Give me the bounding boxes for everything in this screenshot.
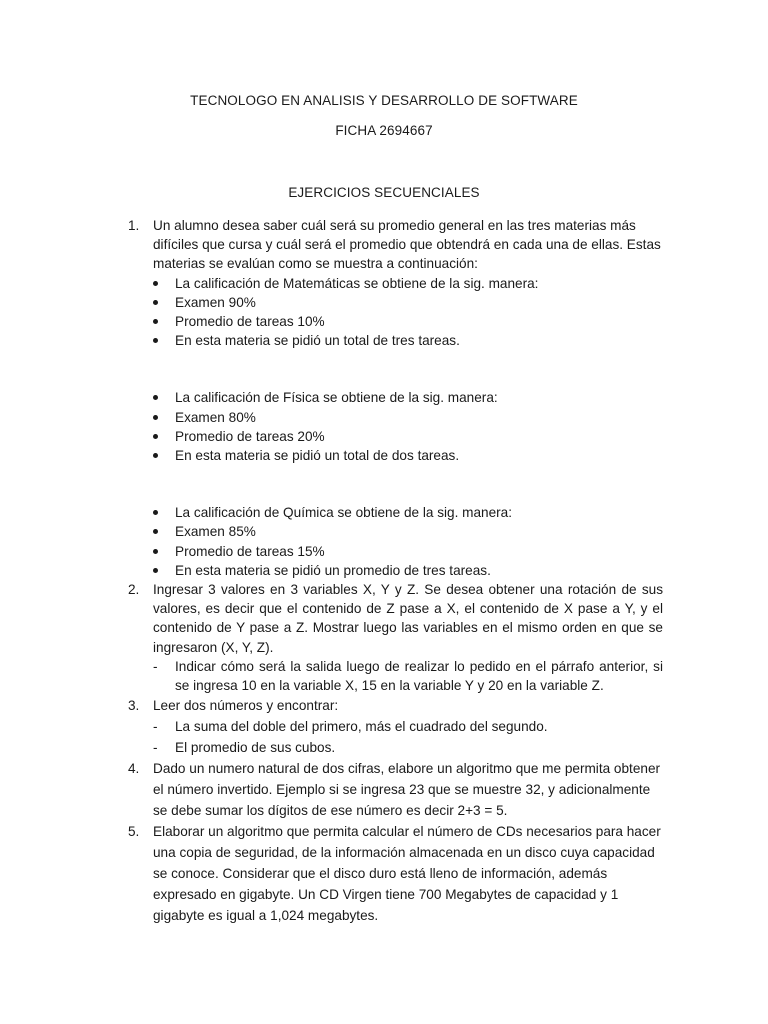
exercise-number: 3. xyxy=(128,698,140,714)
bullet-icon xyxy=(153,338,158,343)
list-item: Examen 90% xyxy=(153,293,663,312)
dash-marker: - xyxy=(153,719,158,735)
list-item: En esta materia se pidió un total de tres tareas. xyxy=(153,331,663,350)
exercise-text: Dado un numero natural de dos cifras, elabore un algoritmo que me permita obtener el número invertido. Ejemplo si se ingresa 23 que se muestre 32, y adicionalmente se debe sumar los dígitos de ese número es decir 2+3 = 5. xyxy=(153,761,661,819)
list-item: Examen 80% xyxy=(153,408,663,427)
list-item: La calificación de Física se obtiene de la sig. manera: xyxy=(153,388,663,407)
bullet-icon xyxy=(153,510,158,515)
math-bullet-list xyxy=(153,274,663,351)
exercise-3 xyxy=(128,695,663,758)
exercise-number: 4. xyxy=(128,761,140,777)
list-item: La calificación de Matemáticas se obtiene de la sig. manera: xyxy=(153,274,663,293)
list-item: En esta materia se pidió un promedio de tres tareas. xyxy=(153,561,663,580)
bullet-icon xyxy=(153,415,158,420)
exercise-text: Leer dos números y encontrar: xyxy=(153,698,339,714)
exercise-text: Elaborar un algoritmo que permita calcular el número de CDs necesarios para hacer una copia de seguridad, de la información almacenada en un disco cuya capacidad se conoce. Considerar que el disco duro está lleno de información, además expresado en gigabyte. Un CD Virgen tiene 700 Megabytes de capacidad y 1 gigabyte es igual a 1,024 megabytes. xyxy=(153,824,661,924)
exercise-4 xyxy=(128,758,663,821)
exercise-number: 1. xyxy=(128,218,140,233)
document-title: TECNOLOGO EN ANALISIS Y DESARROLLO DE SOFTWARE xyxy=(190,93,578,108)
dash-marker: - xyxy=(153,740,158,756)
exercise-text: Un alumno desea saber cuál será su promedio general en las tres materias más difíciles que cursa y cuál será el promedio que obtendrá en cada una de ellas. Estas materias se evalúan como se muestra a continuación: xyxy=(153,218,661,272)
exercise-2 xyxy=(128,580,663,695)
list-item: La calificación de Química se obtiene de la sig. manera: xyxy=(153,503,663,522)
bullet-icon xyxy=(153,395,158,400)
sub-list xyxy=(153,657,663,695)
exercise-1 xyxy=(128,216,663,580)
bullet-icon xyxy=(153,434,158,439)
exercise-text: Ingresar 3 valores en 3 variables X, Y y Z. Se desea obtener una rotación de sus valores, es decir que el contenido de Z pase a X, el contenido de X pase a Y, y el contenido de Y pase a Z. Mostrar luego las variables en el mismo orden en que se ingresaron (X, Y, Z). xyxy=(153,582,663,655)
list-item: - La suma del doble del primero, más el cuadrado del segundo. xyxy=(153,716,663,737)
dash-marker: - xyxy=(153,658,158,674)
chemistry-bullet-list xyxy=(153,503,663,580)
list-item: Examen 85% xyxy=(153,522,663,541)
exercise-number: 5. xyxy=(128,824,140,840)
sub-list xyxy=(153,716,663,758)
list-item: Promedio de tareas 10% xyxy=(153,312,663,331)
bullet-icon xyxy=(153,568,158,573)
exercise-number: 2. xyxy=(128,582,140,598)
list-item: - Indicar cómo será la salida luego de realizar lo pedido en el párrafo anterior, si se ingresa 10 en la variable X, 15 en la variable Y y 20 en la variable Z. xyxy=(153,658,663,694)
bullet-icon xyxy=(153,319,158,324)
section-heading: EJERCICIOS SECUENCIALES xyxy=(288,185,480,200)
list-item: - El promedio de sus cubos. xyxy=(153,737,663,758)
bullet-icon xyxy=(153,281,158,286)
exercise-list xyxy=(128,216,663,926)
list-item: Promedio de tareas 15% xyxy=(153,542,663,561)
bullet-icon xyxy=(153,549,158,554)
ficha-number: FICHA 2694667 xyxy=(335,123,433,138)
list-item: Promedio de tareas 20% xyxy=(153,427,663,446)
bullet-icon xyxy=(153,300,158,305)
bullet-icon xyxy=(153,453,158,458)
physics-bullet-list xyxy=(153,388,663,465)
list-item: En esta materia se pidió un total de dos tareas. xyxy=(153,446,663,465)
bullet-icon xyxy=(153,529,158,534)
exercise-5 xyxy=(128,821,663,926)
